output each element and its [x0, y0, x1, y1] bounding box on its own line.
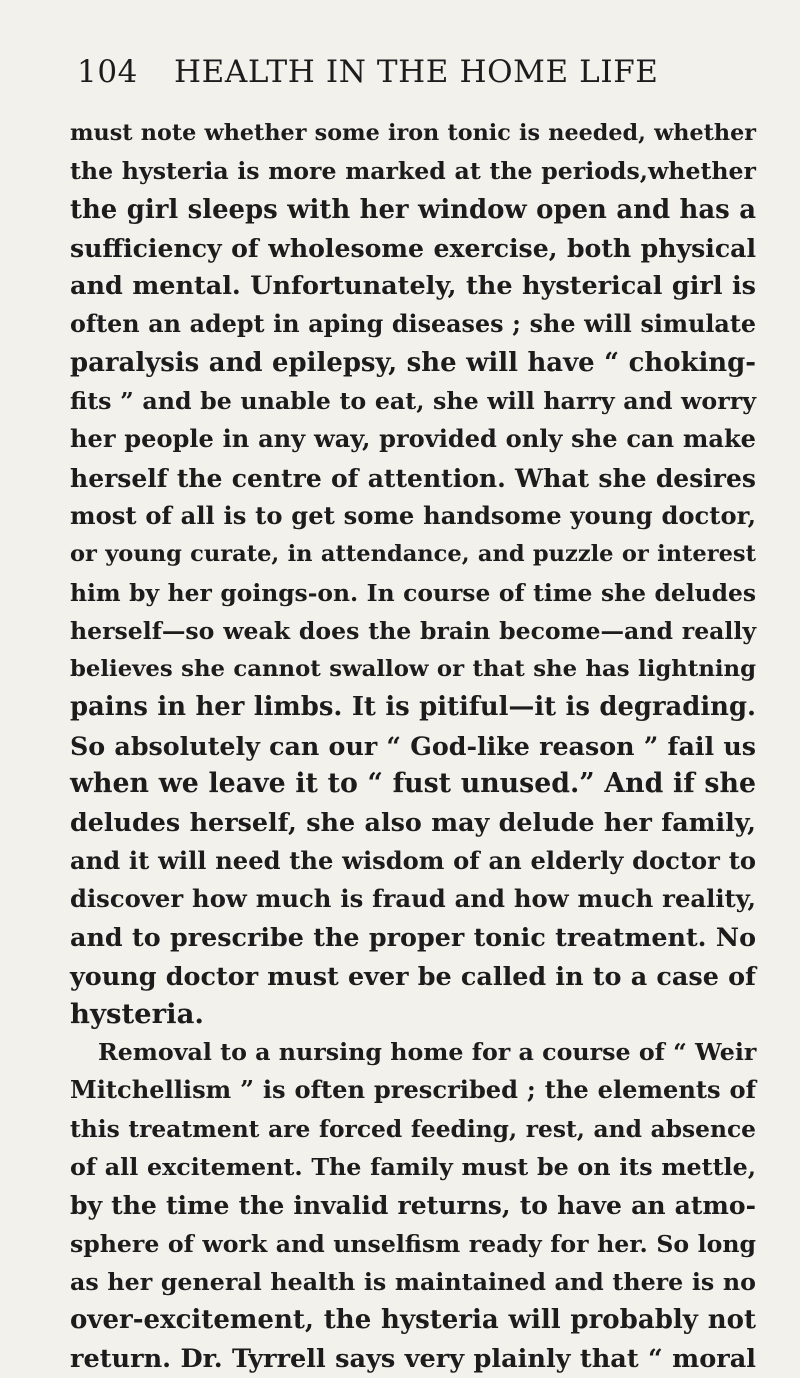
text-line: often an adept in aping diseases ; she will simulate — [70, 310, 756, 339]
text-line: when we leave it to “ fust unused.” And if she — [70, 768, 756, 800]
text-line: paralysis and epilepsy, she will have “ choking- — [70, 347, 756, 378]
text-line: the girl sleeps with her window open and has a — [70, 194, 756, 225]
text-line: herself—so weak does the brain become—and really — [70, 616, 756, 645]
text-line: return. Dr. Tyrrell says very plainly that “ moral — [70, 1343, 756, 1374]
text-line: over-excitement, the hysteria will probably not — [70, 1305, 756, 1336]
body-text — [70, 114, 756, 1378]
text-line: deludes herself, she also may delude her family, — [70, 807, 756, 838]
text-line: Mitchellism ” is often prescribed ; the elements of — [70, 1075, 756, 1105]
text-line: and mental. Unfortunately, the hysterical girl is — [70, 271, 756, 302]
running-title: HEALTH IN THE HOME LIFE — [174, 54, 659, 90]
text-line: herself the centre of attention. What she desires — [70, 462, 756, 493]
text-line: or young curate, in attendance, and puzzle or interest — [70, 541, 756, 568]
text-line: pains in her limbs. It is pitiful—it is degrading. — [70, 692, 756, 723]
text-line: fits ” and be unable to eat, she will harry and worry — [70, 387, 756, 416]
page-number: 104 — [77, 54, 138, 90]
text-line: sphere of work and unselfism ready for her. So long — [70, 1229, 756, 1258]
text-line: discover how much is fraud and how much reality, — [70, 883, 756, 913]
text-line: him by her goings-on. In course of time she deludes — [70, 578, 756, 607]
text-line: hysteria. — [70, 997, 204, 1030]
text-line: Removal to a nursing home for a course of “ Weir — [98, 1038, 757, 1067]
text-line: and to prescribe the proper tonic treatment. No — [70, 922, 756, 953]
text-line: and it will need the wisdom of an elderly doctor to — [70, 845, 756, 875]
running-head — [77, 50, 757, 100]
text-line: of all excitement. The family must be on its mettle, — [70, 1153, 756, 1182]
text-line: must note whether some iron tonic is needed, whether — [70, 120, 756, 146]
text-line: believes she cannot swallow or that she has lightning — [70, 656, 756, 683]
text-line: this treatment are forced feeding, rest, and absence — [70, 1114, 756, 1143]
text-line: So absolutely can our “ God-like reason ” fail us — [70, 730, 756, 761]
text-line: young doctor must ever be called in to a case of — [70, 960, 756, 991]
text-line: her people in any way, provided only she can make — [70, 424, 756, 454]
text-line: the hysteria is more marked at the periods,whether — [70, 157, 756, 186]
text-line: sufficiency of wholesome exercise, both physical — [70, 232, 756, 263]
text-line: as her general health is maintained and there is no — [70, 1267, 756, 1296]
text-line: by the time the invalid returns, to have an atmo- — [70, 1190, 756, 1221]
text-line: most of all is to get some handsome young doctor, — [70, 500, 756, 530]
